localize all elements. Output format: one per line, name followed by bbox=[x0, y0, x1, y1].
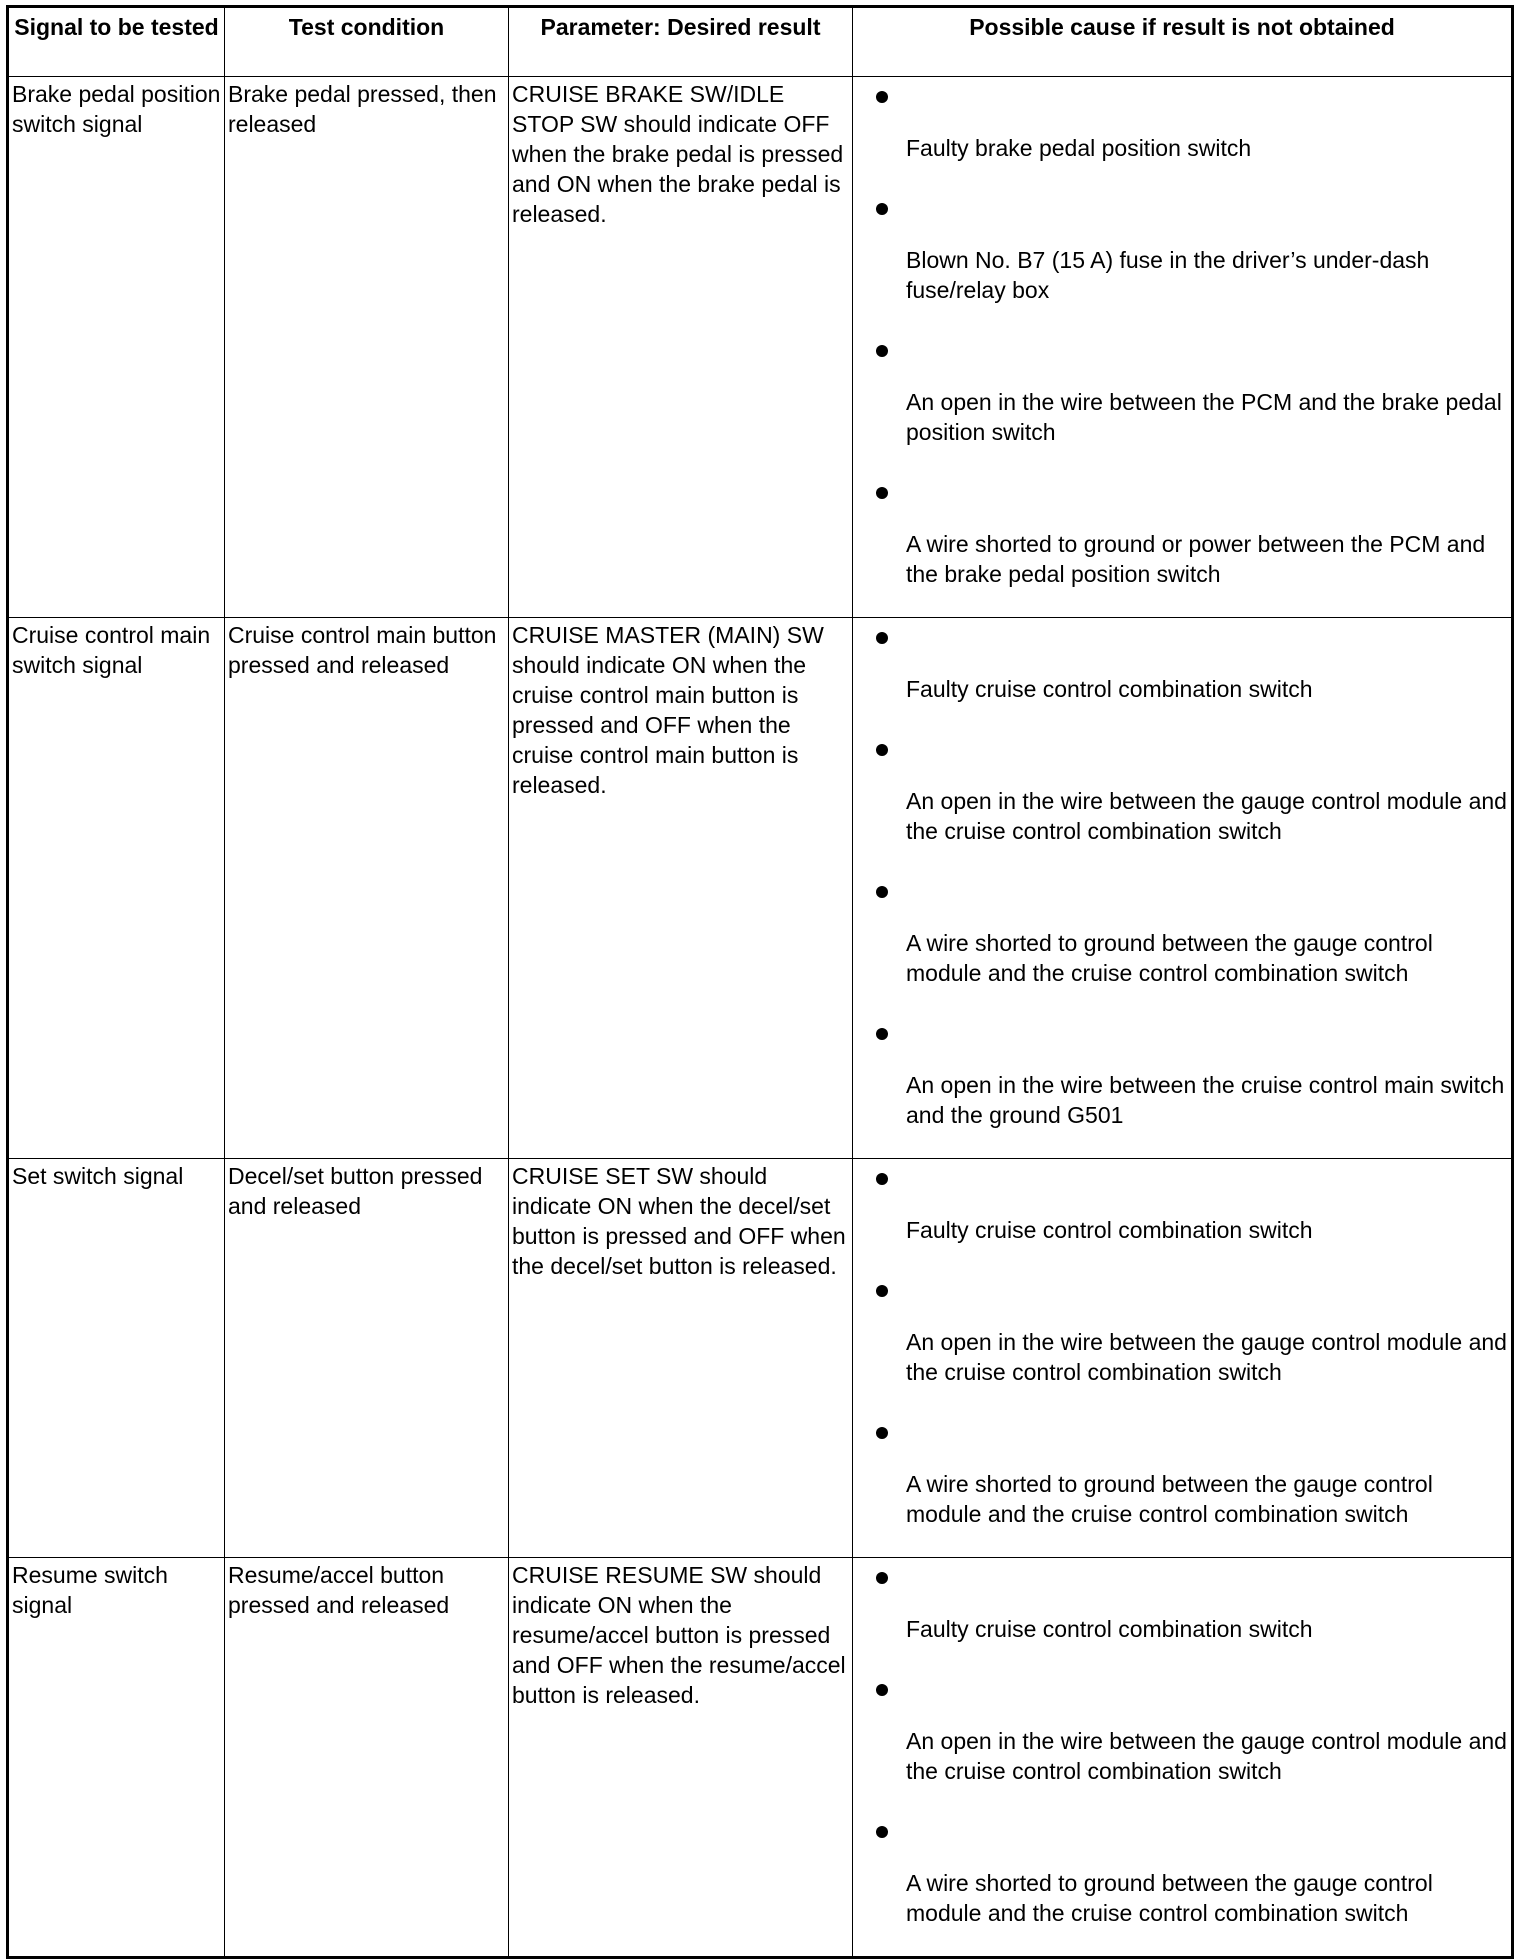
list-item bbox=[856, 632, 1508, 732]
list-item bbox=[856, 345, 1508, 475]
bullet-icon bbox=[876, 1285, 888, 1297]
cause-cell bbox=[853, 618, 1513, 1159]
diagnostic-table bbox=[6, 5, 1514, 1959]
list-item bbox=[856, 487, 1508, 617]
bullet-icon bbox=[876, 1028, 888, 1040]
header-signal: Signal to be tested bbox=[8, 7, 225, 77]
bullet-icon bbox=[876, 886, 888, 898]
cause-text: Blown No. B7 (15 A) fuse in the driver’s under-dash fuse/relay box bbox=[906, 247, 1430, 303]
cause-cell bbox=[853, 1159, 1513, 1558]
cause-text: An open in the wire between the gauge control module and the cruise control combination switch bbox=[906, 788, 1507, 844]
list-item bbox=[856, 1285, 1508, 1415]
list-item bbox=[856, 1684, 1508, 1814]
signal-cell: Set switch signal bbox=[8, 1159, 225, 1558]
cause-text: A wire shorted to ground or power between the PCM and the brake pedal position switch bbox=[906, 531, 1486, 587]
list-item bbox=[856, 1826, 1508, 1956]
header-condition: Test condition bbox=[225, 7, 509, 77]
cause-text: Faulty brake pedal position switch bbox=[906, 135, 1252, 161]
bullet-icon bbox=[876, 345, 888, 357]
cause-text: Faulty cruise control combination switch bbox=[906, 1616, 1313, 1642]
header-parameter: Parameter: Desired result bbox=[509, 7, 853, 77]
cause-text: An open in the wire between the cruise control main switch and the ground G501 bbox=[906, 1072, 1505, 1128]
table-body bbox=[8, 77, 1513, 1958]
cause-text: Faulty cruise control combination switch bbox=[906, 1217, 1313, 1243]
header-row bbox=[8, 7, 1513, 77]
bullet-icon bbox=[876, 1684, 888, 1696]
bullet-icon bbox=[876, 487, 888, 499]
condition-cell: Cruise control main button pressed and released bbox=[225, 618, 509, 1159]
bullet-icon bbox=[876, 203, 888, 215]
signal-cell: Brake pedal position switch signal bbox=[8, 77, 225, 618]
parameter-cell: CRUISE RESUME SW should indicate ON when the resume/accel button is pressed and OFF when the resume/accel button is released. bbox=[509, 1558, 853, 1958]
bullet-icon bbox=[876, 744, 888, 756]
bullet-icon bbox=[876, 91, 888, 103]
table-row bbox=[8, 1558, 1513, 1958]
list-item bbox=[856, 886, 1508, 1016]
bullet-icon bbox=[876, 1427, 888, 1439]
table-row bbox=[8, 618, 1513, 1159]
cause-cell bbox=[853, 77, 1513, 618]
table-header bbox=[8, 7, 1513, 77]
condition-cell: Brake pedal pressed, then released bbox=[225, 77, 509, 618]
header-cause: Possible cause if result is not obtained bbox=[853, 7, 1513, 77]
list-item bbox=[856, 203, 1508, 333]
table-row bbox=[8, 1159, 1513, 1558]
parameter-cell: CRUISE SET SW should indicate ON when the decel/set button is pressed and OFF when the decel/set button is released. bbox=[509, 1159, 853, 1558]
cause-text: A wire shorted to ground between the gauge control module and the cruise control combination switch bbox=[906, 930, 1433, 986]
list-item bbox=[856, 1028, 1508, 1158]
cause-text: An open in the wire between the PCM and the brake pedal position switch bbox=[906, 389, 1502, 445]
cause-text: A wire shorted to ground between the gauge control module and the cruise control combination switch bbox=[906, 1471, 1433, 1527]
list-item bbox=[856, 1427, 1508, 1557]
cause-list bbox=[856, 91, 1508, 617]
signal-cell: Cruise control main switch signal bbox=[8, 618, 225, 1159]
condition-cell: Decel/set button pressed and released bbox=[225, 1159, 509, 1558]
bullet-icon bbox=[876, 1173, 888, 1185]
cause-text: An open in the wire between the gauge control module and the cruise control combination switch bbox=[906, 1329, 1507, 1385]
cause-list bbox=[856, 1572, 1508, 1956]
cause-list bbox=[856, 632, 1508, 1158]
cause-text: Faulty cruise control combination switch bbox=[906, 676, 1313, 702]
condition-cell: Resume/accel button pressed and released bbox=[225, 1558, 509, 1958]
list-item bbox=[856, 744, 1508, 874]
list-item bbox=[856, 1572, 1508, 1672]
bullet-icon bbox=[876, 1572, 888, 1584]
bullet-icon bbox=[876, 1826, 888, 1838]
parameter-cell: CRUISE MASTER (MAIN) SW should indicate ON when the cruise control main button is pressed and OFF when the cruise control main button is released. bbox=[509, 618, 853, 1159]
table-row bbox=[8, 77, 1513, 618]
cause-text: An open in the wire between the gauge control module and the cruise control combination switch bbox=[906, 1728, 1507, 1784]
parameter-cell: CRUISE BRAKE SW/IDLE STOP SW should indicate OFF when the brake pedal is pressed and ON when the brake pedal is released. bbox=[509, 77, 853, 618]
cause-text: A wire shorted to ground between the gauge control module and the cruise control combination switch bbox=[906, 1870, 1433, 1926]
bullet-icon bbox=[876, 632, 888, 644]
list-item bbox=[856, 1173, 1508, 1273]
list-item bbox=[856, 91, 1508, 191]
cause-cell bbox=[853, 1558, 1513, 1958]
cause-list bbox=[856, 1173, 1508, 1557]
signal-cell: Resume switch signal bbox=[8, 1558, 225, 1958]
